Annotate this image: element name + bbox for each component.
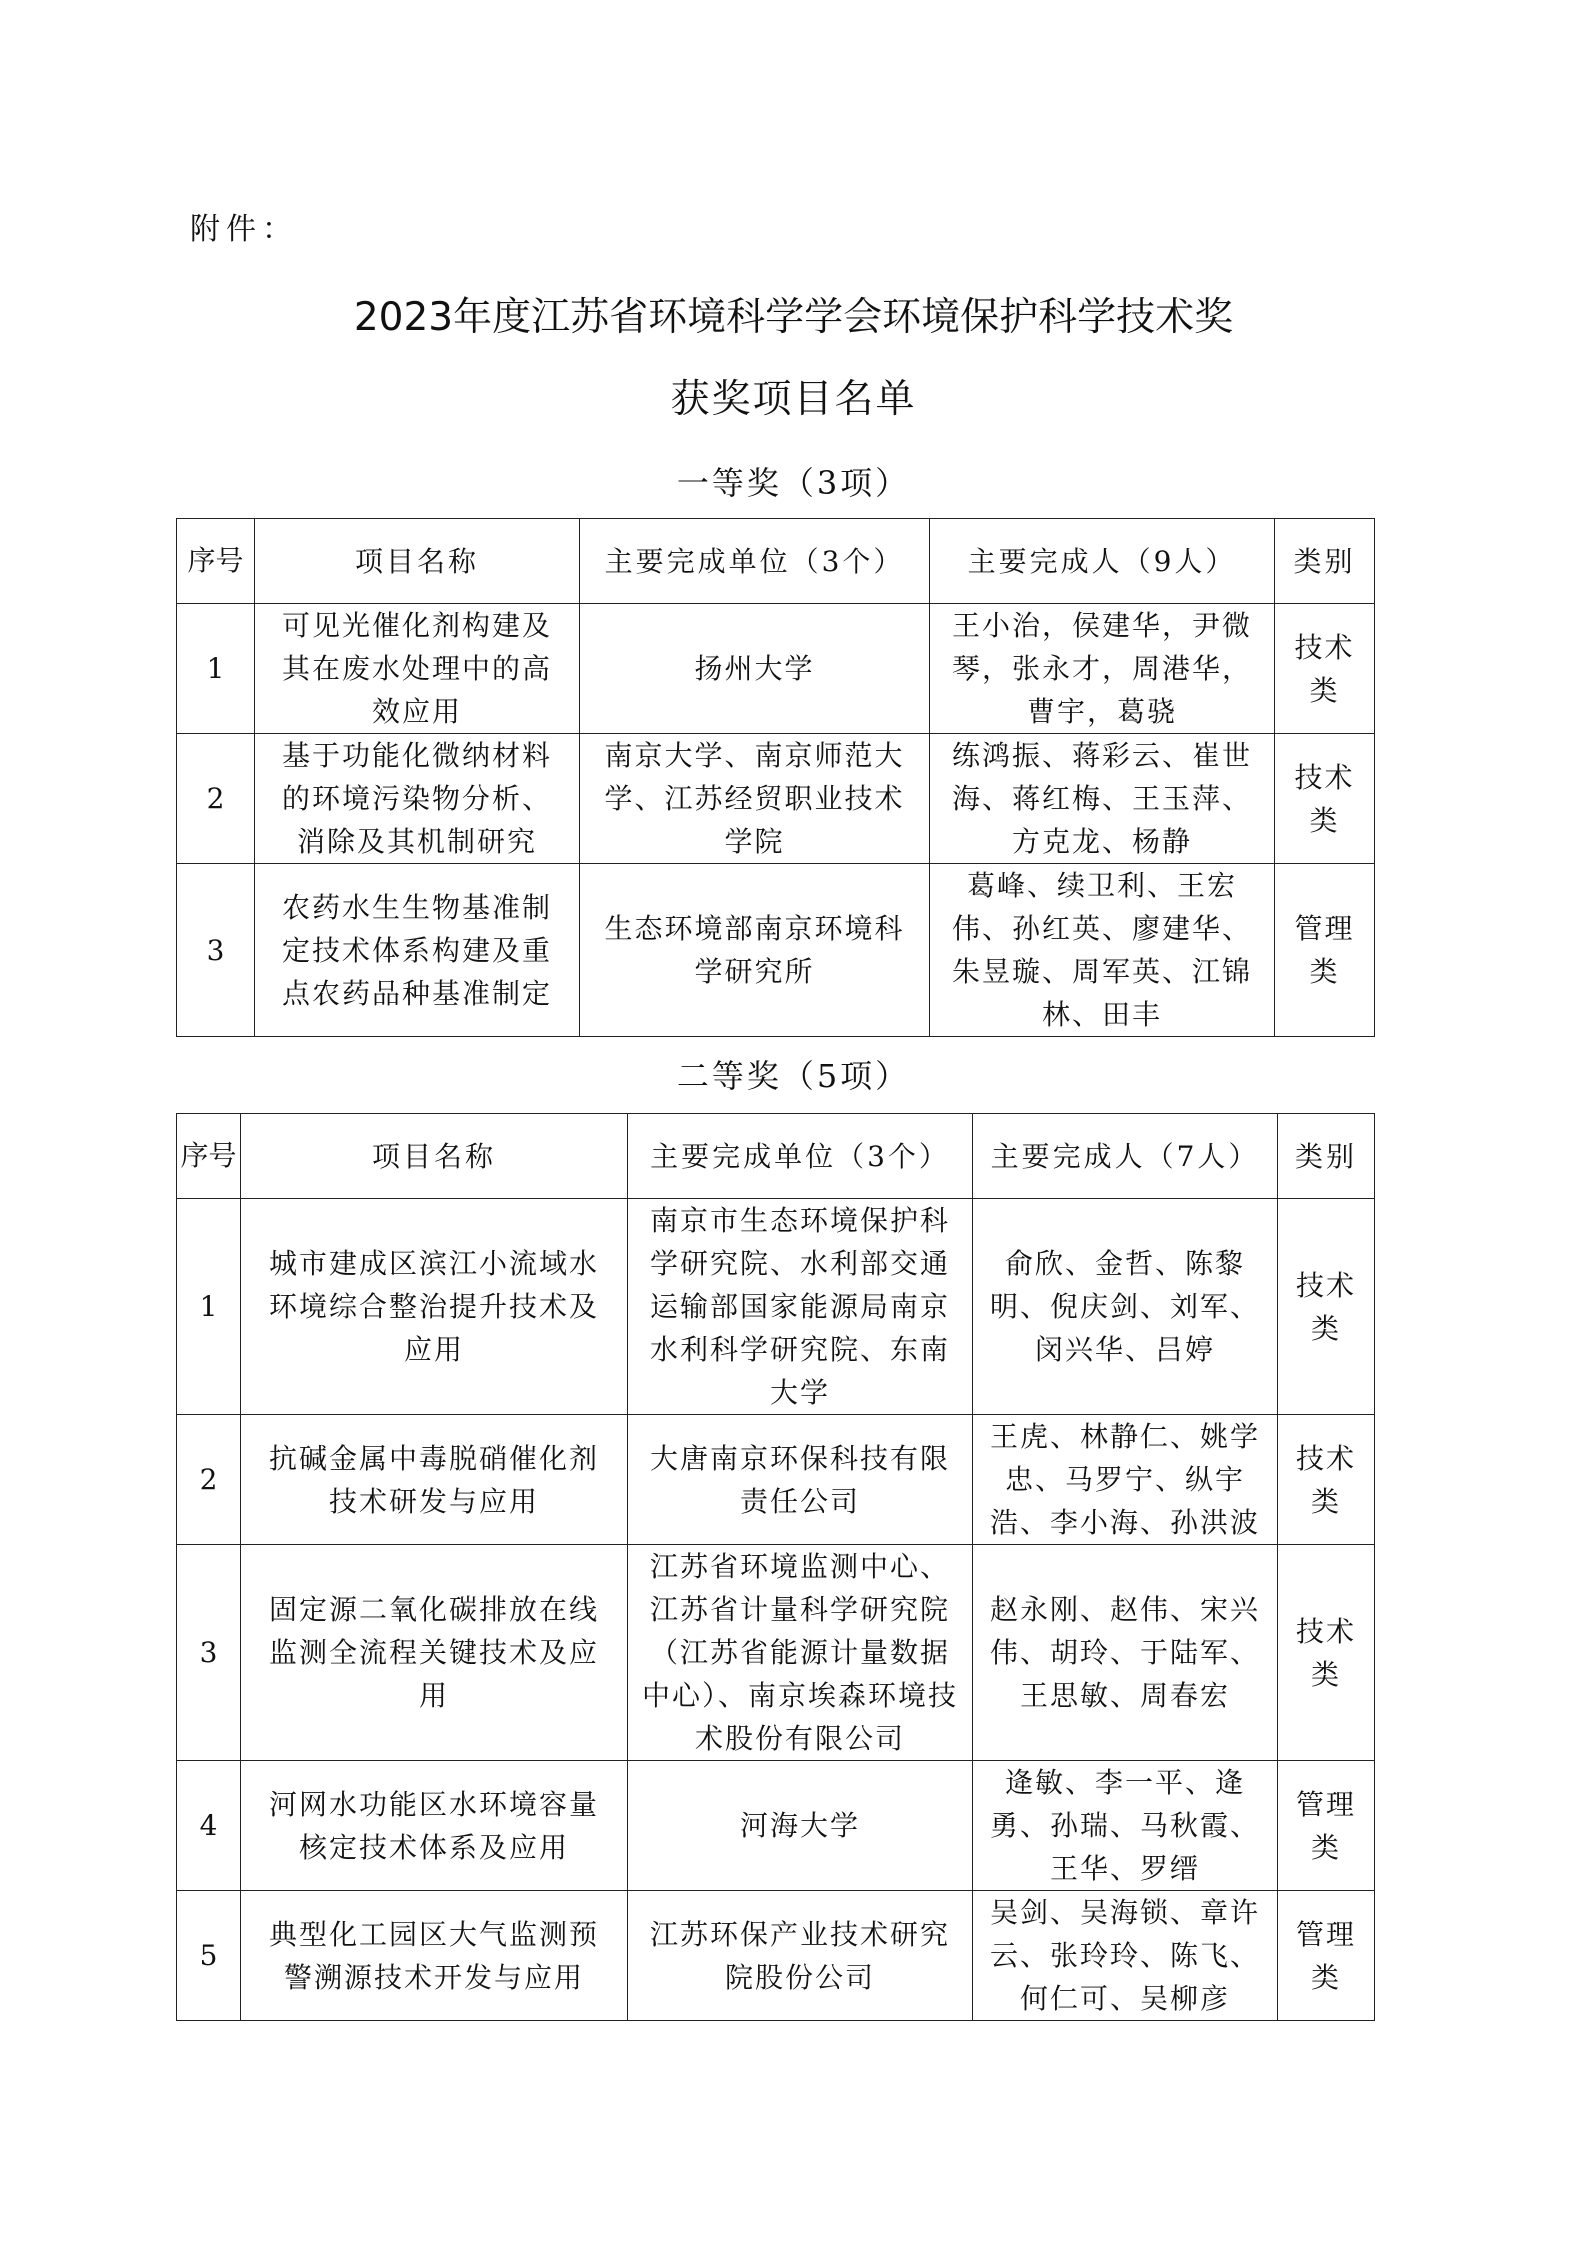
first-prize-table bbox=[176, 518, 1375, 1037]
row-units: 江苏环保产业技术研究院股份公司 bbox=[628, 1891, 973, 2021]
row-units: 生态环境部南京环境科学研究所 bbox=[580, 864, 930, 1037]
row-category: 管理类 bbox=[1275, 864, 1375, 1037]
header-persons: 主要完成人（7人） bbox=[973, 1114, 1278, 1199]
row-num: 5 bbox=[177, 1891, 241, 2021]
header-num: 序号 bbox=[177, 1114, 241, 1199]
row-units: 河海大学 bbox=[628, 1761, 973, 1891]
header-category: 类别 bbox=[1278, 1114, 1375, 1199]
row-persons: 逄敏、李一平、逄勇、孙瑞、马秋霞、王华、罗缙 bbox=[973, 1761, 1278, 1891]
attachment-label: 附件： bbox=[190, 212, 298, 247]
row-project: 固定源二氧化碳排放在线监测全流程关键技术及应用 bbox=[241, 1545, 628, 1761]
second-prize-heading: 二等奖（5项） bbox=[676, 1057, 911, 1095]
row-num: 2 bbox=[177, 1415, 241, 1545]
table-row bbox=[177, 864, 1375, 1037]
document-title: 2023年度江苏省环境科学学会环境保护科学技术奖 bbox=[353, 295, 1234, 340]
second-prize-table bbox=[176, 1113, 1375, 2021]
row-num: 1 bbox=[177, 604, 255, 734]
header-persons: 主要完成人（9人） bbox=[930, 519, 1275, 604]
table-row bbox=[177, 1761, 1375, 1891]
table-row bbox=[177, 1199, 1375, 1415]
row-units: 江苏省环境监测中心、江苏省计量科学研究院（江苏省能源计量数据中心）、南京埃森环境技术股份有限公司 bbox=[628, 1545, 973, 1761]
row-units: 扬州大学 bbox=[580, 604, 930, 734]
table-row bbox=[177, 734, 1375, 864]
header-project: 项目名称 bbox=[255, 519, 580, 604]
header-category: 类别 bbox=[1275, 519, 1375, 604]
table-header-row bbox=[177, 1114, 1375, 1199]
document-subtitle: 获奖项目名单 bbox=[670, 377, 917, 422]
header-project: 项目名称 bbox=[241, 1114, 628, 1199]
row-category: 技术类 bbox=[1278, 1199, 1375, 1415]
row-num: 3 bbox=[177, 1545, 241, 1761]
row-units: 大唐南京环保科技有限责任公司 bbox=[628, 1415, 973, 1545]
row-project: 典型化工园区大气监测预警溯源技术开发与应用 bbox=[241, 1891, 628, 2021]
row-project: 河网水功能区水环境容量核定技术体系及应用 bbox=[241, 1761, 628, 1891]
row-num: 2 bbox=[177, 734, 255, 864]
row-persons: 王虎、林静仁、姚学忠、马罗宁、纵宇浩、李小海、孙洪波 bbox=[973, 1415, 1278, 1545]
table-header-row bbox=[177, 519, 1375, 604]
row-persons: 赵永刚、赵伟、宋兴伟、胡玲、于陆军、王思敏、周春宏 bbox=[973, 1545, 1278, 1761]
row-num: 4 bbox=[177, 1761, 241, 1891]
table-row bbox=[177, 604, 1375, 734]
header-num: 序号 bbox=[177, 519, 255, 604]
row-category: 技术类 bbox=[1278, 1545, 1375, 1761]
row-persons: 练鸿振、蒋彩云、崔世海、蒋红梅、王玉萍、方克龙、杨静 bbox=[930, 734, 1275, 864]
row-project: 农药水生生物基准制定技术体系构建及重点农药品种基准制定 bbox=[255, 864, 580, 1037]
table-row bbox=[177, 1415, 1375, 1545]
row-project: 城市建成区滨江小流域水环境综合整治提升技术及应用 bbox=[241, 1199, 628, 1415]
row-persons: 俞欣、金哲、陈黎明、倪庆剑、刘军、闵兴华、吕婷 bbox=[973, 1199, 1278, 1415]
row-category: 技术类 bbox=[1275, 604, 1375, 734]
row-persons: 葛峰、续卫利、王宏伟、孙红英、廖建华、朱昱璇、周军英、江锦林、田丰 bbox=[930, 864, 1275, 1037]
first-prize-heading: 一等奖（3项） bbox=[676, 464, 911, 502]
row-project: 可见光催化剂构建及其在废水处理中的高效应用 bbox=[255, 604, 580, 734]
table-row bbox=[177, 1545, 1375, 1761]
row-project: 抗碱金属中毒脱硝催化剂技术研发与应用 bbox=[241, 1415, 628, 1545]
row-units: 南京大学、南京师范大学、江苏经贸职业技术学院 bbox=[580, 734, 930, 864]
row-num: 3 bbox=[177, 864, 255, 1037]
row-persons: 王小治，侯建华，尹微琴，张永才，周港华，曹宇，葛骁 bbox=[930, 604, 1275, 734]
row-persons: 吴剑、吴海锁、章许云、张玲玲、陈飞、何仁可、吴柳彦 bbox=[973, 1891, 1278, 2021]
header-units: 主要完成单位（3个） bbox=[580, 519, 930, 604]
row-category: 技术类 bbox=[1278, 1415, 1375, 1545]
row-category: 管理类 bbox=[1278, 1891, 1375, 2021]
header-units: 主要完成单位（3个） bbox=[628, 1114, 973, 1199]
table-row bbox=[177, 1891, 1375, 2021]
row-category: 技术类 bbox=[1275, 734, 1375, 864]
row-project: 基于功能化微纳材料的环境污染物分析、消除及其机制研究 bbox=[255, 734, 580, 864]
row-num: 1 bbox=[177, 1199, 241, 1415]
row-category: 管理类 bbox=[1278, 1761, 1375, 1891]
row-units: 南京市生态环境保护科学研究院、水利部交通运输部国家能源局南京水利科学研究院、东南大学 bbox=[628, 1199, 973, 1415]
